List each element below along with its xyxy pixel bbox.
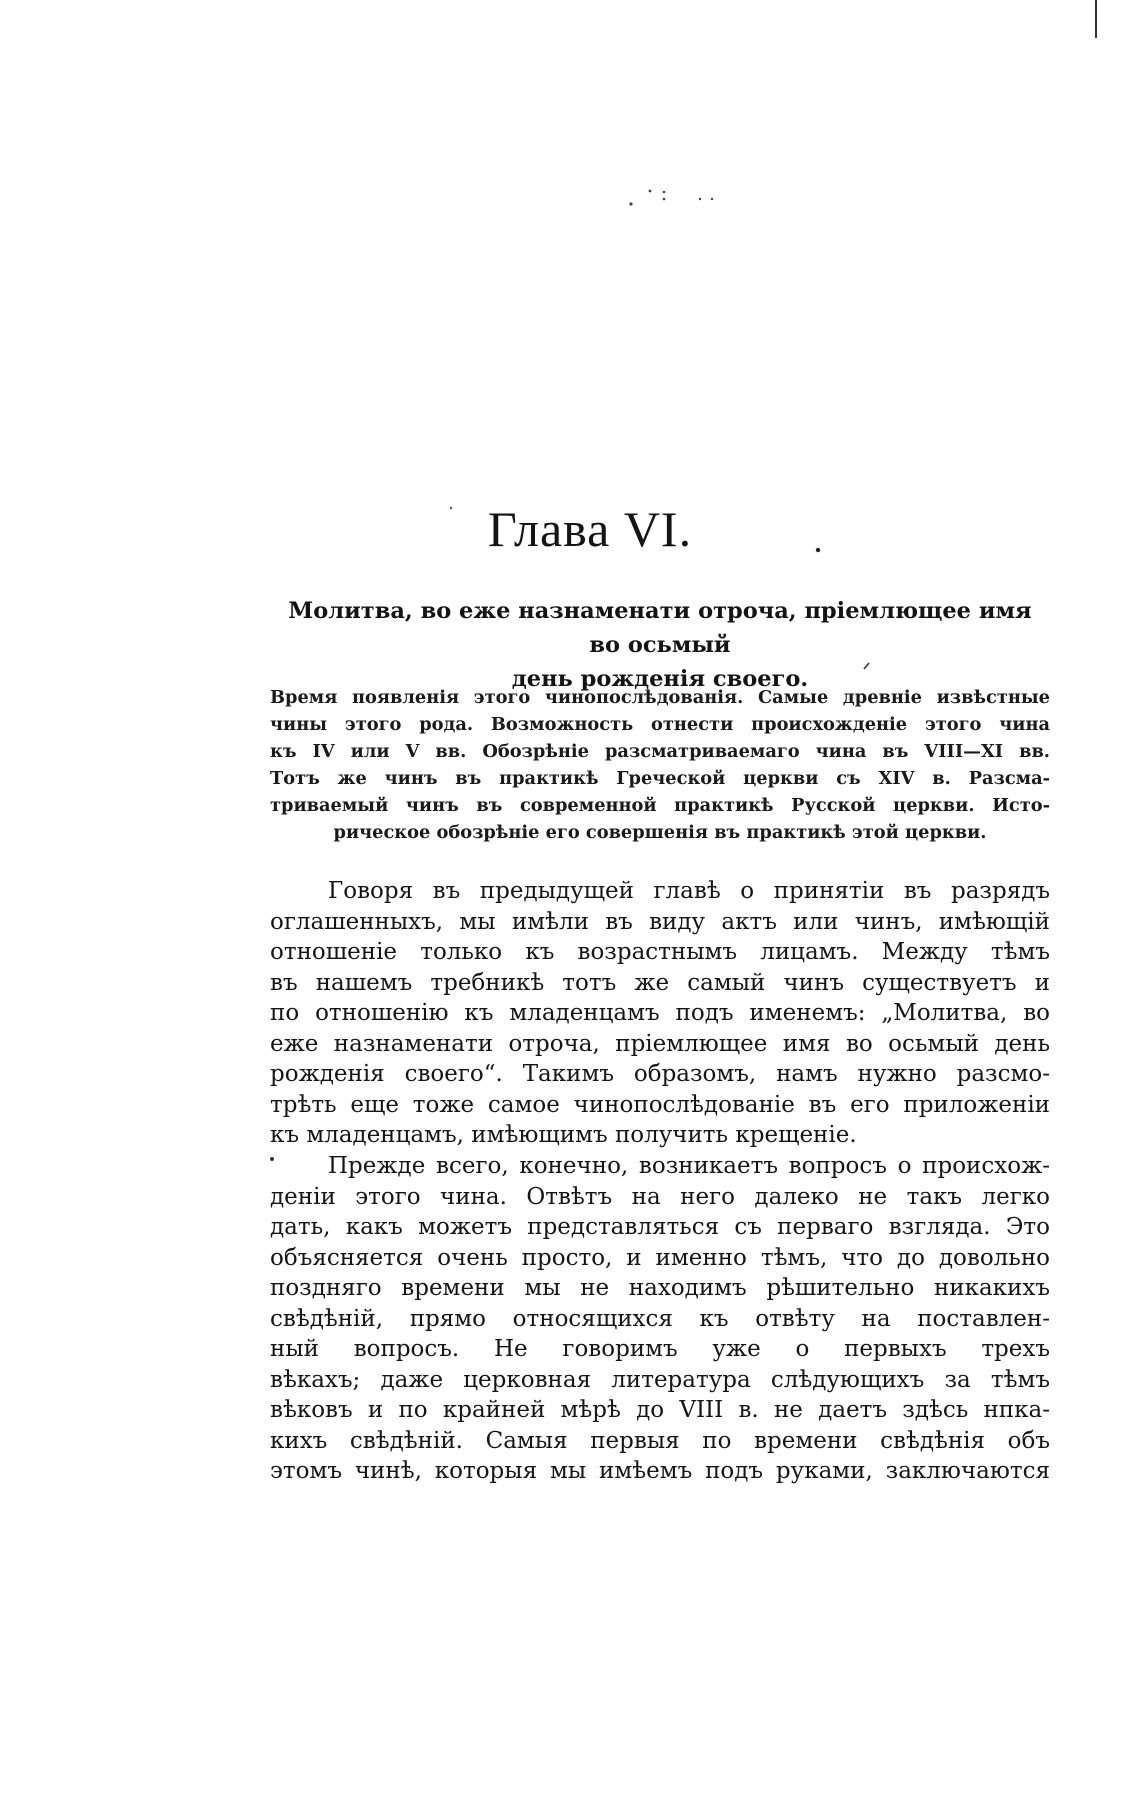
body-line: этомъ чинѣ, которыя мы имѣемъ подъ руками, заключаются [270, 1458, 1050, 1484]
speck [649, 190, 652, 193]
speck [663, 198, 666, 201]
summary-line: къ IV или V вв. Обозрѣніе разсматриваемаго чина въ VIII—XI вв. [270, 741, 1050, 762]
body-line: Прежде всего, конечно, возникаетъ вопросъ о происхож- [328, 1153, 1050, 1179]
body-line: вѣковъ и по крайней мѣрѣ до VIII в. не даетъ здѣсь нпка- [270, 1397, 1050, 1423]
body-line: деніи этого чина. Отвѣтъ на него далеко не такъ легко [270, 1183, 1050, 1210]
body-paragraph-2 [270, 1151, 1050, 1487]
body-line: кихъ свѣдѣній. Самыя первыя по времени свѣдѣнія объ [270, 1427, 1050, 1454]
summary-line: рическое обозрѣніе его совершенія въ практикѣ этой церкви. [333, 822, 987, 843]
chapter-subtitle [270, 594, 1050, 696]
body-line: оглашенныхъ, мы имѣли въ виду актъ или чинъ, имѣющій [270, 908, 1050, 935]
speck [711, 198, 713, 200]
body-line: свѣдѣній, прямо относящихся къ отвѣту на поставлен- [270, 1305, 1050, 1332]
body-line: отношеніе только къ возрастнымъ лицамъ. Между тѣмъ [270, 939, 1050, 965]
chapter-summary [270, 684, 1050, 846]
subtitle-line: день рожденія своего. [511, 666, 809, 692]
speck [629, 202, 632, 205]
body-line: въ нашемъ требникѣ тотъ же самый чинъ существуетъ и [270, 969, 1050, 996]
body-line: вѣкахъ; даже церковная литература слѣдующихъ за тѣмъ [270, 1366, 1050, 1393]
body-line: Говоря въ предыдущей главѣ о принятіи въ разрядъ [328, 878, 1050, 904]
speck [663, 191, 666, 194]
summary-line: Время появленія этого чинопослѣдованія. Самые древніе извѣстные [270, 687, 1050, 708]
body-line: къ младенцамъ, имѣющимъ получить крещеніе. [270, 1122, 857, 1148]
body-line: еже назнаменати отроча, пріемлющее имя во осьмый день [270, 1030, 1050, 1057]
body-paragraph-1 [270, 876, 1050, 1151]
summary-line: Тотъ же чинъ въ практикѣ Греческой церкви съ XIV в. Разсма- [270, 768, 1050, 789]
subtitle-line: Молитва, во еже назнаменати отроча, пріемлющее имя во осьмый [288, 598, 1032, 658]
summary-line: триваемый чинъ въ современной практикѣ Русской церкви. Исто- [270, 795, 1050, 816]
body-line: поздняго времени мы не находимъ рѣшительно никакихъ [270, 1275, 1050, 1301]
chapter-title: Глава VI. [487, 501, 693, 557]
body-line: по отношенію къ младенцамъ подъ именемъ: „Молитва, во [270, 1000, 1050, 1026]
body-line: объясняется очень просто, и именно тѣмъ, что до довольно [270, 1244, 1050, 1271]
summary-line: чины этого рода. Возможность отнести происхожденіе этого чина [270, 714, 1050, 735]
speck [699, 198, 701, 200]
body-line: рожденія своего“. Такимъ образомъ, намъ нужно разсмо- [270, 1061, 1050, 1087]
body-line: дать, какъ можетъ представляться съ перваго взгляда. Это [270, 1214, 1050, 1240]
body-line: трѣть еще тоже самое чинопослѣдованіе въ его приложеніи [270, 1091, 1050, 1118]
body-line: ный вопросъ. Не говоримъ уже о первыхъ трехъ [270, 1336, 1050, 1362]
